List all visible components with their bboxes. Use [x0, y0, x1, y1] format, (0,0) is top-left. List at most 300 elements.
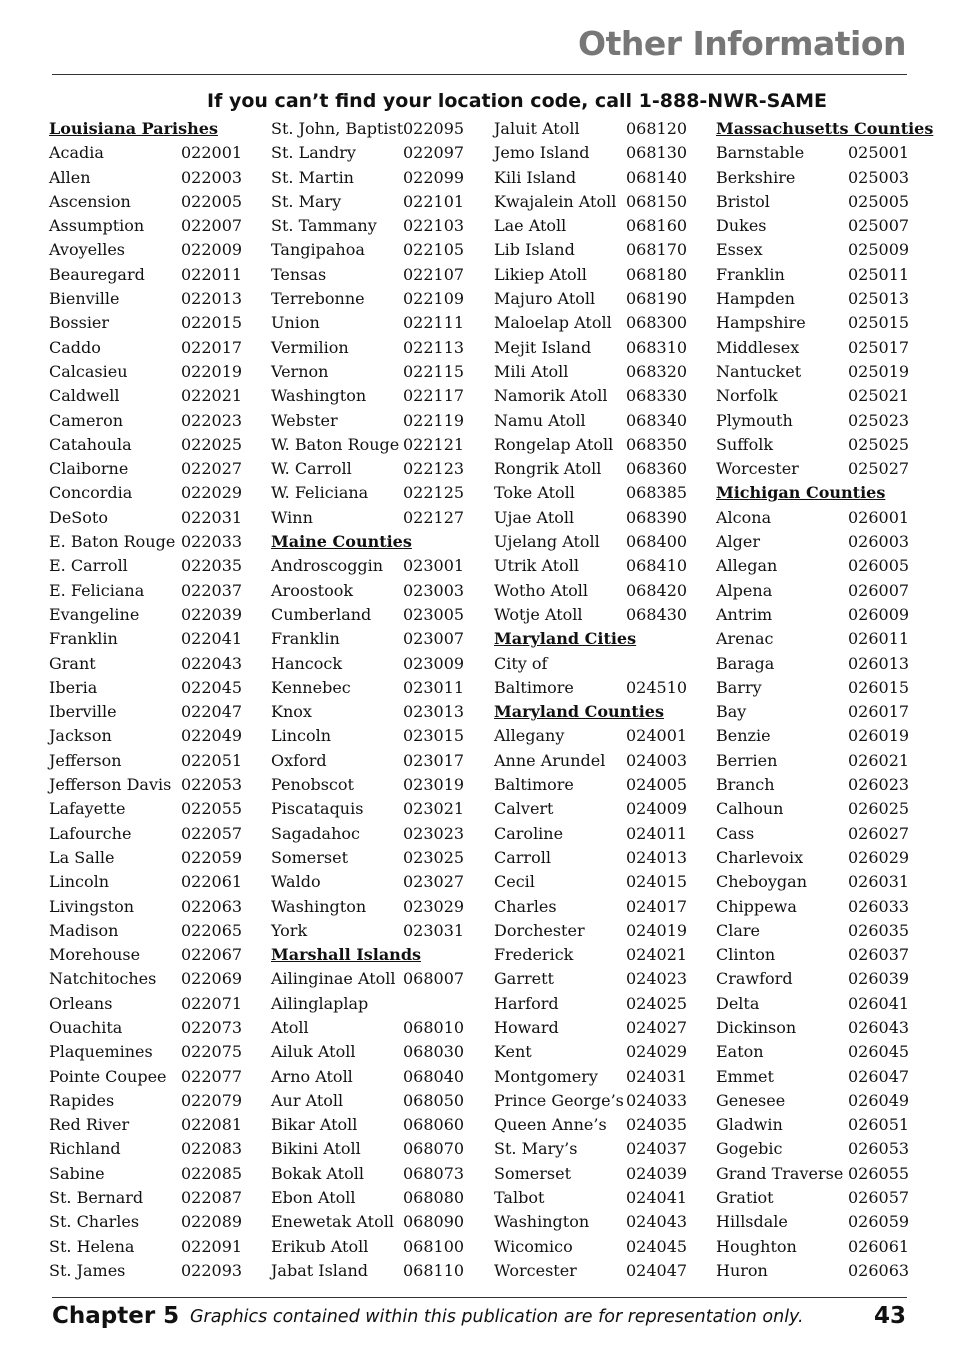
- location-name: Evangeline: [49, 604, 140, 624]
- location-row: [716, 967, 926, 991]
- location-name: Lae Atoll: [494, 216, 567, 236]
- location-row: [716, 457, 926, 481]
- location-row: [271, 1089, 481, 1113]
- location-name: Jemo Island: [494, 143, 590, 163]
- location-code: 068385: [626, 483, 688, 503]
- location-row: [494, 1016, 704, 1040]
- location-row: [716, 992, 926, 1016]
- location-code: 022081: [181, 1115, 243, 1135]
- location-name: Jackson: [49, 726, 112, 746]
- location-code: 023001: [403, 556, 465, 576]
- location-name: St. Martin: [271, 167, 354, 187]
- location-name: Frederick: [494, 945, 574, 965]
- code-column-1: [49, 117, 259, 1283]
- location-row: [49, 1040, 259, 1064]
- location-code: 068360: [626, 459, 688, 479]
- location-name: Hampshire: [716, 313, 806, 333]
- location-row: [271, 992, 481, 1016]
- location-name: W. Feliciana: [271, 483, 369, 503]
- location-name: Vernon: [271, 361, 329, 381]
- location-code: 025017: [848, 337, 910, 357]
- location-name: Ailinglaplap: [271, 993, 369, 1013]
- location-name: Jefferson: [49, 750, 122, 770]
- location-code: 024017: [626, 896, 688, 916]
- location-code: 025023: [848, 410, 910, 430]
- location-code: 068320: [626, 361, 688, 381]
- section-heading-text: Michigan Counties: [716, 483, 886, 503]
- location-code: 068180: [626, 264, 688, 284]
- location-name: Howard: [494, 1017, 559, 1037]
- location-row: [271, 627, 481, 651]
- location-name: Talbot: [494, 1188, 545, 1208]
- location-row: [271, 214, 481, 238]
- location-row: [494, 603, 704, 627]
- location-name: St. James: [49, 1260, 126, 1280]
- location-name: Dorchester: [494, 920, 585, 940]
- location-name: Plymouth: [716, 410, 793, 430]
- location-name: Acadia: [49, 143, 104, 163]
- location-row: [716, 336, 926, 360]
- location-name: Charles: [494, 896, 557, 916]
- footer-rule: [52, 1297, 907, 1298]
- location-code: 022027: [181, 459, 243, 479]
- location-name: Maloelap Atoll: [494, 313, 612, 333]
- location-code: 022055: [181, 799, 243, 819]
- location-code: 068190: [626, 289, 688, 309]
- section-heading: [271, 530, 481, 554]
- location-code: 026041: [848, 993, 910, 1013]
- location-name: Montgomery: [494, 1066, 598, 1086]
- location-row: [49, 676, 259, 700]
- location-name: York: [271, 920, 308, 940]
- location-name: Pointe Coupee: [49, 1066, 167, 1086]
- location-row: [716, 238, 926, 262]
- location-row: [271, 870, 481, 894]
- location-row: [271, 1113, 481, 1137]
- location-code: 022107: [403, 264, 465, 284]
- location-code: 022127: [403, 507, 465, 527]
- location-code: 024003: [626, 750, 688, 770]
- section-heading: [49, 117, 259, 141]
- location-code: 022015: [181, 313, 243, 333]
- location-code: 022045: [181, 677, 243, 697]
- location-row: [494, 287, 704, 311]
- location-name: Toke Atoll: [494, 483, 575, 503]
- location-name: Queen Anne’s: [494, 1115, 607, 1135]
- location-row: [494, 336, 704, 360]
- location-row: [49, 1065, 259, 1089]
- location-row: [271, 773, 481, 797]
- location-row: [49, 263, 259, 287]
- location-row: [716, 360, 926, 384]
- location-code: 024510: [626, 677, 688, 697]
- location-code: 025001: [848, 143, 910, 163]
- location-name: Prince George’s: [494, 1090, 624, 1110]
- location-name: E. Carroll: [49, 556, 128, 576]
- location-name: Crawford: [716, 969, 793, 989]
- location-name: Suffolk: [716, 434, 774, 454]
- location-code: 022057: [181, 823, 243, 843]
- location-name: Calhoun: [716, 799, 784, 819]
- location-name: Grant: [49, 653, 96, 673]
- location-name: Ailuk Atoll: [271, 1042, 356, 1062]
- location-code: 024047: [626, 1260, 688, 1280]
- location-name: Concordia: [49, 483, 133, 503]
- location-row: [271, 263, 481, 287]
- location-code: 068070: [403, 1139, 465, 1159]
- location-name: Berrien: [716, 750, 778, 770]
- location-name: Sabine: [49, 1163, 105, 1183]
- location-row: [49, 311, 259, 335]
- location-name: Delta: [716, 993, 760, 1013]
- location-row: [716, 287, 926, 311]
- location-name: Washington: [271, 896, 367, 916]
- location-name: W. Baton Rouge: [271, 434, 400, 454]
- location-row: [49, 409, 259, 433]
- location-row: [49, 992, 259, 1016]
- location-name: City of: [494, 653, 548, 673]
- location-row: [271, 749, 481, 773]
- location-name: Huron: [716, 1260, 768, 1280]
- location-name: Arno Atoll: [271, 1066, 353, 1086]
- location-code: 022009: [181, 240, 243, 260]
- location-code: 026017: [848, 702, 910, 722]
- location-code: 022005: [181, 191, 243, 211]
- location-code: 022067: [181, 945, 243, 965]
- location-code: 025013: [848, 289, 910, 309]
- location-name: Somerset: [271, 847, 348, 867]
- location-row: [494, 311, 704, 335]
- location-code: 068060: [403, 1115, 465, 1135]
- location-name: Wotje Atoll: [494, 604, 583, 624]
- location-name: Kili Island: [494, 167, 577, 187]
- location-code: 026037: [848, 945, 910, 965]
- location-row: [49, 943, 259, 967]
- location-code: 023015: [403, 726, 465, 746]
- location-row: [716, 1040, 926, 1064]
- location-row: [716, 190, 926, 214]
- location-row: [49, 457, 259, 481]
- location-name: Calcasieu: [49, 361, 128, 381]
- location-row: [271, 1186, 481, 1210]
- location-code: 022103: [403, 216, 465, 236]
- location-row: [271, 166, 481, 190]
- location-code: 026021: [848, 750, 910, 770]
- location-row: [271, 846, 481, 870]
- location-name: Assumption: [49, 216, 145, 236]
- location-row: [49, 1210, 259, 1234]
- location-code: 026035: [848, 920, 910, 940]
- location-name: E. Baton Rouge: [49, 532, 176, 552]
- location-name: Jabat Island: [271, 1260, 368, 1280]
- location-row: [271, 481, 481, 505]
- location-name: Ailinginae Atoll: [271, 969, 396, 989]
- location-name: Cheboygan: [716, 872, 808, 892]
- location-code: 022083: [181, 1139, 243, 1159]
- location-name: St. Mary: [271, 191, 342, 211]
- location-name: Rongelap Atoll: [494, 434, 614, 454]
- location-row: [49, 603, 259, 627]
- location-name: Morehouse: [49, 945, 141, 965]
- location-code: 022007: [181, 216, 243, 236]
- location-code: 022109: [403, 289, 465, 309]
- location-row: [494, 724, 704, 748]
- location-code: 026055: [848, 1163, 910, 1183]
- location-code: 068400: [626, 532, 688, 552]
- location-name: Ujelang Atoll: [494, 532, 600, 552]
- location-code: 022105: [403, 240, 465, 260]
- location-name: Garrett: [494, 969, 554, 989]
- location-name: Dukes: [716, 216, 767, 236]
- location-name: DeSoto: [49, 507, 108, 527]
- location-row: [271, 1259, 481, 1283]
- location-row: [494, 919, 704, 943]
- location-name: Lafayette: [49, 799, 126, 819]
- location-row: [494, 773, 704, 797]
- location-code: 068160: [626, 216, 688, 236]
- location-code: 026009: [848, 604, 910, 624]
- location-name: Knox: [271, 702, 312, 722]
- location-row: [271, 603, 481, 627]
- location-name: Likiep Atoll: [494, 264, 587, 284]
- code-column-4: [716, 117, 934, 1283]
- location-name: Claiborne: [49, 459, 129, 479]
- section-heading-text: Marshall Islands: [271, 945, 422, 965]
- location-code: 023029: [403, 896, 465, 916]
- location-code: 022071: [181, 993, 243, 1013]
- location-name: Tangipahoa: [271, 240, 365, 260]
- location-row: [716, 1210, 926, 1234]
- location-name: Clare: [716, 920, 761, 940]
- location-row: [49, 919, 259, 943]
- location-code: 024023: [626, 969, 688, 989]
- location-code: 068390: [626, 507, 688, 527]
- location-name: Vermilion: [271, 337, 349, 357]
- location-name: Alger: [716, 532, 761, 552]
- location-row: [494, 846, 704, 870]
- location-row: [494, 238, 704, 262]
- location-row: [49, 749, 259, 773]
- location-code: 022069: [181, 969, 243, 989]
- location-name: Bikar Atoll: [271, 1115, 358, 1135]
- location-code: 023031: [403, 920, 465, 940]
- location-code: 026063: [848, 1260, 910, 1280]
- location-code: 026061: [848, 1236, 910, 1256]
- location-row: [494, 676, 704, 700]
- location-row: [271, 190, 481, 214]
- location-code: 022125: [403, 483, 465, 503]
- location-name: Nantucket: [716, 361, 802, 381]
- location-row: [716, 506, 926, 530]
- location-row: [716, 166, 926, 190]
- location-code: 022017: [181, 337, 243, 357]
- location-row: [716, 1162, 926, 1186]
- location-name: Lafourche: [49, 823, 132, 843]
- location-code: 023009: [403, 653, 465, 673]
- section-heading: [716, 117, 934, 141]
- location-row: [49, 797, 259, 821]
- section-heading-text: Maryland Cities: [494, 629, 637, 649]
- location-row: [494, 554, 704, 578]
- location-name: Franklin: [49, 629, 118, 649]
- location-row: [271, 895, 481, 919]
- location-name: La Salle: [49, 847, 115, 867]
- location-name: St. Bernard: [49, 1188, 144, 1208]
- location-code: 026027: [848, 823, 910, 843]
- page-number: 43: [873, 1303, 906, 1329]
- location-row: [494, 1137, 704, 1161]
- location-name: Webster: [271, 410, 338, 430]
- location-row: [271, 676, 481, 700]
- location-name: St. Charles: [49, 1212, 140, 1232]
- location-row: [716, 1186, 926, 1210]
- location-row: [494, 870, 704, 894]
- location-row: [271, 554, 481, 578]
- location-code: 025015: [848, 313, 910, 333]
- location-name: Winn: [271, 507, 313, 527]
- location-name: Sagadahoc: [271, 823, 360, 843]
- location-name: Rongrik Atoll: [494, 459, 602, 479]
- location-name: Cameron: [49, 410, 124, 430]
- location-row: [271, 409, 481, 433]
- location-code: 068030: [403, 1042, 465, 1062]
- location-row: [716, 870, 926, 894]
- location-name: Waldo: [271, 872, 321, 892]
- location-name: Baltimore: [494, 677, 574, 697]
- location-row: [271, 652, 481, 676]
- location-name: Clinton: [716, 945, 776, 965]
- location-row: [716, 1065, 926, 1089]
- location-name: Alpena: [716, 580, 773, 600]
- location-code: 022001: [181, 143, 243, 163]
- location-code: 022029: [181, 483, 243, 503]
- location-row: [271, 1065, 481, 1089]
- location-name: Wotho Atoll: [494, 580, 589, 600]
- location-code: 022077: [181, 1066, 243, 1086]
- location-name: Bienville: [49, 289, 120, 309]
- location-name: Chippewa: [716, 896, 797, 916]
- location-name: Namorik Atoll: [494, 386, 608, 406]
- location-row: [49, 554, 259, 578]
- location-code: 068430: [626, 604, 688, 624]
- location-name: E. Feliciana: [49, 580, 145, 600]
- location-code: 023025: [403, 847, 465, 867]
- location-row: [49, 384, 259, 408]
- location-row: [494, 943, 704, 967]
- location-row: [716, 311, 926, 335]
- location-code: 022039: [181, 604, 243, 624]
- location-name: Jefferson Davis: [49, 775, 172, 795]
- location-name: Ouachita: [49, 1017, 123, 1037]
- location-row: [716, 263, 926, 287]
- location-row: [49, 238, 259, 262]
- location-code: 022065: [181, 920, 243, 940]
- location-code: 022049: [181, 726, 243, 746]
- location-code: 024015: [626, 872, 688, 892]
- location-row: [271, 919, 481, 943]
- location-name: Antrim: [716, 604, 773, 624]
- location-name: Tensas: [271, 264, 327, 284]
- location-code: 022095: [403, 119, 465, 138]
- location-row: [494, 166, 704, 190]
- location-code: 026005: [848, 556, 910, 576]
- location-row: [49, 1137, 259, 1161]
- location-row: [494, 967, 704, 991]
- location-row: [716, 214, 926, 238]
- location-row: [271, 433, 481, 457]
- location-code: 026033: [848, 896, 910, 916]
- location-code: 022031: [181, 507, 243, 527]
- location-code: 022075: [181, 1042, 243, 1062]
- location-name: Natchitoches: [49, 969, 157, 989]
- location-row: [716, 1016, 926, 1040]
- location-row: [49, 433, 259, 457]
- location-name: Mejit Island: [494, 337, 592, 357]
- location-code: 026049: [848, 1090, 910, 1110]
- location-name: Livingston: [49, 896, 135, 916]
- location-row: [494, 652, 704, 676]
- location-name: Majuro Atoll: [494, 289, 596, 309]
- location-name: Oxford: [271, 750, 327, 770]
- location-code: 024043: [626, 1212, 688, 1232]
- location-name: Lib Island: [494, 240, 575, 260]
- location-row: [716, 943, 926, 967]
- location-name: Kennebec: [271, 677, 351, 697]
- location-name: Middlesex: [716, 337, 800, 357]
- location-name: Jaluit Atoll: [494, 119, 580, 138]
- location-name: Gladwin: [716, 1115, 783, 1135]
- location-name: Lincoln: [49, 872, 110, 892]
- location-row: [271, 311, 481, 335]
- location-row: [716, 700, 926, 724]
- location-row: [271, 457, 481, 481]
- location-code: 024005: [626, 775, 688, 795]
- location-code: 026051: [848, 1115, 910, 1135]
- location-row: [49, 870, 259, 894]
- location-name: Aroostook: [271, 580, 354, 600]
- location-name: Baraga: [716, 653, 775, 673]
- location-name: Red River: [49, 1115, 130, 1135]
- location-row: [716, 384, 926, 408]
- location-name: Washington: [271, 386, 367, 406]
- location-row: [494, 117, 704, 141]
- location-row: [49, 1113, 259, 1137]
- location-name: Bikini Atoll: [271, 1139, 361, 1159]
- location-name: Cumberland: [271, 604, 372, 624]
- location-name: Wicomico: [494, 1236, 573, 1256]
- location-code: 025019: [848, 361, 910, 381]
- location-row: [716, 773, 926, 797]
- location-code: 023005: [403, 604, 465, 624]
- location-code: 025025: [848, 434, 910, 454]
- location-name: Branch: [716, 775, 775, 795]
- location-row: [49, 1186, 259, 1210]
- location-row: [494, 895, 704, 919]
- location-code: 068120: [626, 119, 688, 138]
- location-code: 025021: [848, 386, 910, 406]
- location-row: [716, 724, 926, 748]
- location-code: 022035: [181, 556, 243, 576]
- location-code: 024037: [626, 1139, 688, 1159]
- location-name: Allen: [49, 167, 91, 187]
- location-row: [494, 263, 704, 287]
- location-row: [271, 822, 481, 846]
- location-code: 022011: [181, 264, 243, 284]
- location-name: Penobscot: [271, 775, 354, 795]
- location-name: Plaquemines: [49, 1042, 153, 1062]
- location-row: [49, 190, 259, 214]
- location-code: 023007: [403, 629, 465, 649]
